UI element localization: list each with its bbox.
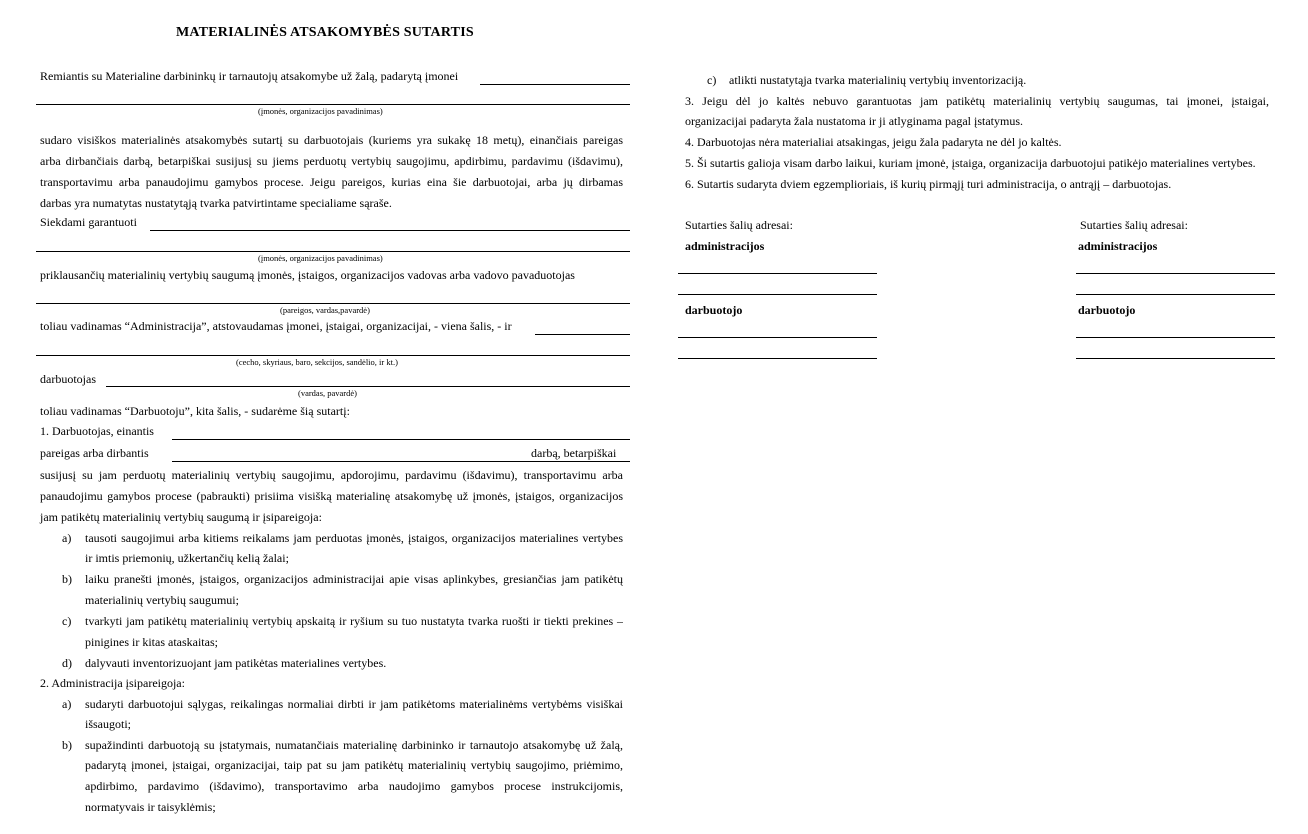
list-item-line: dalyvauti inventorizuojant jam patikėtas materialines vertybes. <box>85 656 387 670</box>
darbuotojas-label: darbuotojas <box>40 372 96 386</box>
position-line[interactable] <box>36 303 630 304</box>
worker-address-line[interactable] <box>1076 337 1275 338</box>
admin-address-line[interactable] <box>1076 294 1275 295</box>
guarantee-blank[interactable] <box>150 230 630 231</box>
list-item-letter: a) <box>62 531 72 545</box>
department-line[interactable] <box>36 355 630 356</box>
administration-label: administracijos <box>1078 239 1158 253</box>
siekdami-label: Siekdami garantuoti <box>40 215 137 229</box>
paragraph-line: sudaro visiškos materialinės atsakomybės sutartį su darbuotojais (kuriems yra sukakę 18 metų), einančiais pareigas <box>40 133 623 147</box>
administration-label: administracijos <box>685 239 765 253</box>
paragraph-line: arba dirbančiais darbą, betarpiškai susijusį su jiems perduotų vertybių saugojimu, apdirbimu, pardavimu (išdavimu), <box>40 154 623 168</box>
paragraph-4: 4. Darbuotojas nėra materialiai atsakingas, jeigu žala padaryta ne dėl jo kaltės. <box>685 135 1062 149</box>
pareigas-label: pareigas arba dirbantis <box>40 446 149 460</box>
section-1-heading: 1. Darbuotojas, einantis <box>40 424 154 438</box>
paragraph-line: jam patikėtų materialinių vertybių saugumą ir įsipareigoja: <box>40 510 322 524</box>
list-item-line: normatyvais ir taisyklėmis; <box>85 800 216 814</box>
addresses-label: Sutarties šalių adresai: <box>685 218 793 232</box>
list-item-letter: b) <box>62 738 72 752</box>
paragraph-line: 3. Jeigu dėl jo kaltės nebuvo garantuotas jam patikėtų materialinių vertybių saugumas, tai įmonei, įstaigai, <box>685 94 1269 108</box>
list-item-line: laiku pranešti įmonės, įstaigos, organizacijos administracijai apie visas aplinkybes, gresiančias jam patikėtų <box>85 572 623 586</box>
section-2-heading: 2. Administracija įsipareigoja: <box>40 676 185 690</box>
paragraph-line: transportavimu arba panaudojimu gamybos procese. Jeigu pareigos, kurias eina šie darbuotojai, arba jų dirbamas <box>40 175 623 189</box>
intro-text: Remiantis su Materialine darbininkų ir tarnautojų atsakomybe už žalą, padarytą įmonei <box>40 69 459 83</box>
worker-name-line[interactable] <box>106 386 630 387</box>
caption-org-name-2: (įmonės, organizacijos pavadinimas) <box>258 253 383 263</box>
caption-department: (cecho, skyriaus, baro, sekcijos, sandėlio, ir kt.) <box>236 357 398 367</box>
org-name-line[interactable] <box>36 104 630 105</box>
paragraph-5: 5. Ši sutartis galioja visam darbo laikui, kuriam įmonė, įstaiga, organizacija darbuotojui patikėjo materialines vertybes. <box>685 156 1256 170</box>
page-title: MATERIALINĖS ATSAKOMYBĖS SUTARTIS <box>176 25 474 40</box>
list-item-line: pinigines ir kitas ataskaitas; <box>85 635 218 649</box>
list-item-letter: c) <box>62 614 72 628</box>
worker-label: darbuotojo <box>1078 303 1136 317</box>
worker-position-blank[interactable] <box>172 439 630 440</box>
admin-address-line[interactable] <box>678 294 877 295</box>
list-item-line: išsaugoti; <box>85 717 132 731</box>
org-name-line-2[interactable] <box>36 251 630 252</box>
worker-intro-text: toliau vadinamas “Darbuotoju”, kita šalis, - sudarėme šią sutartį: <box>40 404 350 418</box>
worker-label: darbuotojo <box>685 303 743 317</box>
admin-blank[interactable] <box>535 334 630 335</box>
paragraph-line: darbas yra numatytas nustatytąją tvarka patvirtintame specialiame sąraše. <box>40 196 392 210</box>
caption-position: (pareigos, vardas,pavardė) <box>280 305 370 315</box>
list-item-letter: a) <box>62 697 72 711</box>
paragraph-line: susijusį su jam perduotų materialinių vertybių saugojimu, apdorojimu, pardavimu (išdavimu), transportavimu arba <box>40 468 623 482</box>
paragraph-line: organizacijai padaryta žala nustatoma ir ji atlyginama pagal įstatymus. <box>685 114 1023 128</box>
worker-address-line[interactable] <box>678 358 877 359</box>
worker-address-line[interactable] <box>1076 358 1275 359</box>
list-item-line: sudaryti darbuotojui sąlygas, reikalingas normaliai dirbti ir jam patikėtoms materialinėms vertybėms visiškai <box>85 697 623 711</box>
list-item-line: ir imtis priemonių, užkertančių kelią žalai; <box>85 551 289 565</box>
addresses-label: Sutarties šalių adresai: <box>1080 218 1188 232</box>
list-item-line: tvarkyti jam patikėtų materialinių vertybių apskaitą ir ryšium su tuo nustatyta tvarka ruošti ir tiekti prekines – <box>85 614 623 628</box>
list-item-letter: c) <box>707 73 717 87</box>
list-item-line: tausoti saugojimui arba kitiems reikalams jam perduotas įmonės, įstaigos, organizacijos materialines vertybes <box>85 531 623 545</box>
list-item-letter: b) <box>62 572 72 586</box>
work-blank[interactable] <box>172 461 630 462</box>
priklausanciu-text: priklausančių materialinių vertybių saugumą įmonės, įstaigos, organizacijos vadovas arba vadovo pavaduotojas <box>40 268 575 282</box>
list-item-line: padarytą įmonei, įstaigai, organizacijai, taip pat su jam patikėtų materialinių vertybių saugojimo, priėmimo, <box>85 758 623 772</box>
caption-org-name: (įmonės, organizacijos pavadinimas) <box>258 106 383 116</box>
caption-name: (vardas, pavardė) <box>298 388 357 398</box>
list-item-letter: d) <box>62 656 72 670</box>
paragraph-6: 6. Sutartis sudaryta dviem egzemplioriais, iš kurių pirmąjį turi administracija, o antrąjį – darbuotojas. <box>685 177 1172 191</box>
list-item-line: atlikti nustatytąja tvarka materialinių vertybių inventorizaciją. <box>729 73 1027 87</box>
paragraph-line: panaudojimu gamybos procese (pabraukti) prisiima visišką materialinę atsakomybę už įmonės, įstaigos, organizacijos <box>40 489 623 503</box>
admin-address-line[interactable] <box>678 273 877 274</box>
admin-intro-text: toliau vadinamas “Administracija”, atstovaudamas įmonei, įstaigai, organizacijai, - viena šalis, - ir <box>40 319 512 333</box>
list-item-line: materialinių vertybių saugumui; <box>85 593 239 607</box>
darba-label: darbą, betarpiškai <box>531 446 617 460</box>
worker-address-line[interactable] <box>678 337 877 338</box>
org-name-blank[interactable] <box>480 84 630 85</box>
admin-address-line[interactable] <box>1076 273 1275 274</box>
list-item-line: supažindinti darbuotoją su įstatymais, numatančiais materialinę darbininko ir tarnautojo atsakomybę už žalą, <box>85 738 623 752</box>
list-item-line: apdirbimo, pardavimo (išdavimo), transportavimo arba naudojimo gamybos procese instrukcijomis, <box>85 779 623 793</box>
